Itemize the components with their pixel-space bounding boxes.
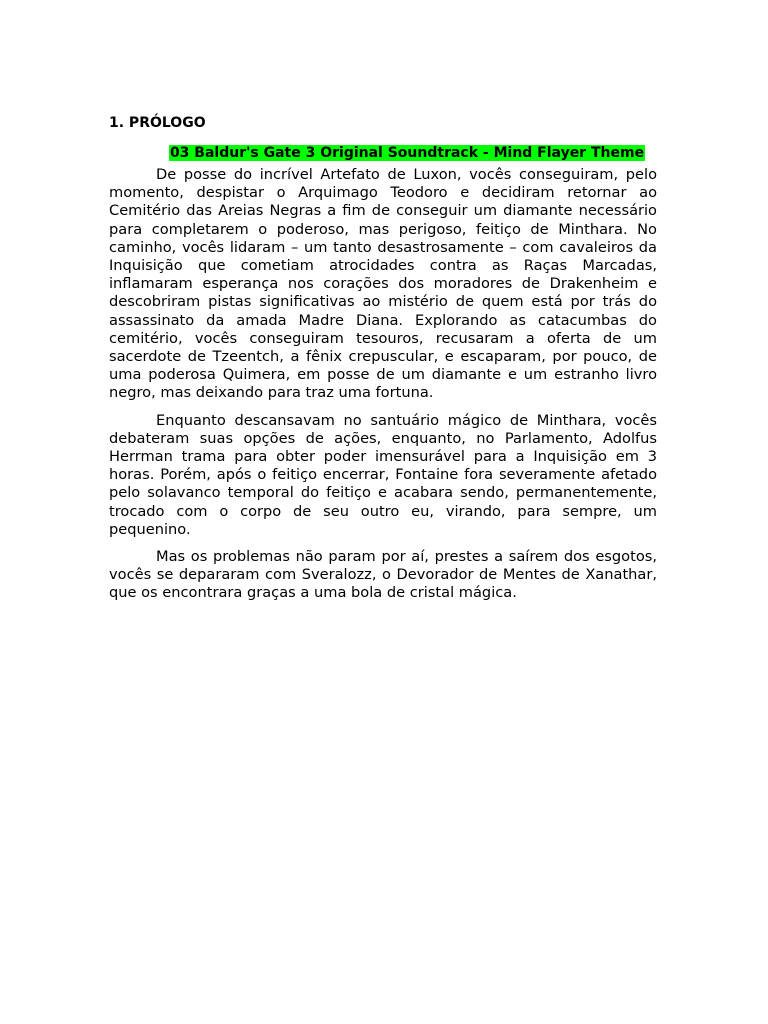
paragraph-3: Mas os problemas não param por aí, prestes a saírem dos esgotos, vocês se depararam com Sveralozz, o Devorador de Mentes de Xanathar, que os encontrara graças a uma bola de cristal mágica. [109,548,657,602]
document-body [109,114,657,612]
paragraph-2: Enquanto descansavam no santuário mágico de Minthara, vocês debateram suas opções de ações, enquanto, no Parlamento, Adolfus Herrman trama para obter poder imensurável para a Inquisição em 3 horas. Porém, após o feitiço encerrar, Fontaine fora severamente afetado pelo solavanco temporal do feitiço e acabara sendo, permanentemente, trocado com o corpo de seu outro eu, virando, para sempre, um pequenino. [109,411,657,538]
song-title-highlight: 03 Baldur's Gate 3 Original Soundtrack - Mind Flayer Theme [169,145,645,161]
song-title-block [109,144,657,163]
paragraph-1: De posse do incrível Artefato de Luxon, vocês conseguiram, pelo momento, despistar o Arquimago Teodoro e decidiram retornar ao Cemitério das Areias Negras a fim de conseguir um diamante necessário para completarem o poderoso, mas perigoso, feitiço de Minthara. No caminho, vocês lidaram – um tanto desastrosamente – com cavaleiros da Inquisição que cometiam atrocidades contra as Raças Marcadas, inflamaram esperança nos corações dos moradores de Drakenheim e descobriram pistas significativas ao mistério de quem está por trás do assassinato da amada Madre Diana. Explorando as catacumbas do cemitério, vocês conseguiram tesouros, recusaram a oferta de um sacerdote de Tzeentch, a fênix crepuscular, e escaparam, por pouco, de uma poderosa Quimera, em posse de um diamante e um estranho livro negro, mas deixando para traz uma fortuna. [109,166,657,402]
chapter-heading: 1. PRÓLOGO [109,115,206,131]
